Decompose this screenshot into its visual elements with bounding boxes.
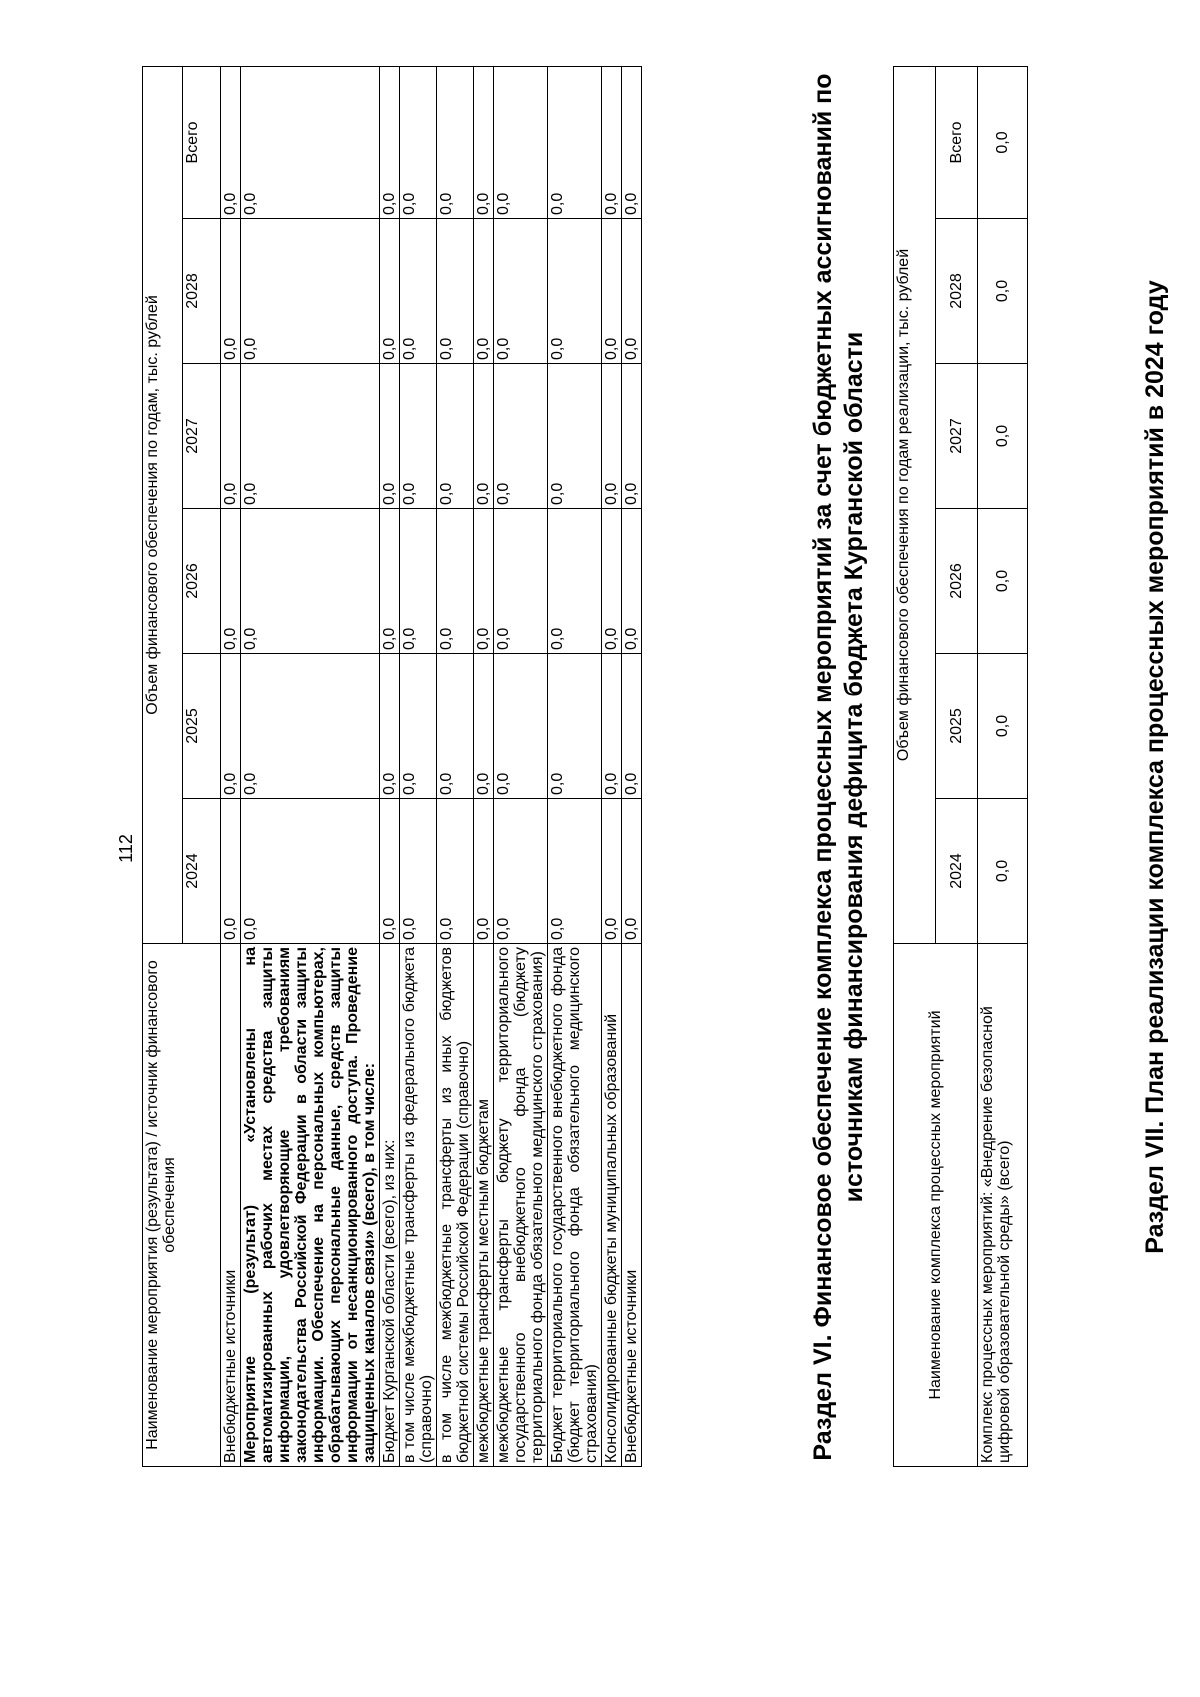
value-cell: 0,0 bbox=[380, 799, 400, 944]
section-7-heading: Раздел VII. План реализации комплекса процессных мероприятий в 2024 году bbox=[1141, 280, 1169, 1254]
section-6-line-2: источникам финансирования дефицита бюджета Курганской области bbox=[840, 331, 868, 1203]
value-cell: 0,0 bbox=[241, 654, 380, 799]
page-number: 112 bbox=[116, 834, 136, 863]
value-cell: 0,0 bbox=[400, 799, 437, 944]
name-column-header: Наименование комплекса процессных мероприятий bbox=[894, 944, 978, 1467]
value-cell: 0,0 bbox=[494, 799, 548, 944]
value-cell: 0,0 bbox=[978, 219, 1028, 364]
value-cell: 0,0 bbox=[602, 654, 622, 799]
value-cell: 0,0 bbox=[400, 654, 437, 799]
value-cell: 0,0 bbox=[241, 364, 380, 509]
value-cell: 0,0 bbox=[602, 364, 622, 509]
value-cell: 0,0 bbox=[978, 509, 1028, 654]
row-name: Бюджет территориального государственного внебюджетного фонда (бюджет территориального фонда обязательного медицинского страхования) bbox=[548, 944, 602, 1467]
value-cell: 0,0 bbox=[494, 364, 548, 509]
year-header: 2025 bbox=[183, 654, 221, 799]
year-header: 2027 bbox=[936, 364, 978, 509]
value-cell: 0,0 bbox=[548, 364, 602, 509]
table-row bbox=[474, 66, 494, 1466]
year-header: 2024 bbox=[183, 799, 221, 944]
value-cell: 0,0 bbox=[380, 654, 400, 799]
value-cell: 0,0 bbox=[221, 66, 241, 218]
value-cell: 0,0 bbox=[622, 509, 642, 654]
value-cell: 0,0 bbox=[978, 654, 1028, 799]
value-cell: 0,0 bbox=[548, 799, 602, 944]
value-cell: 0,0 bbox=[221, 799, 241, 944]
value-cell: 0,0 bbox=[494, 654, 548, 799]
value-cell: 0,0 bbox=[474, 364, 494, 509]
value-cell: 0,0 bbox=[221, 509, 241, 654]
row-name: Внебюджетные источники bbox=[221, 944, 241, 1467]
table-row bbox=[241, 66, 380, 1466]
value-cell: 0,0 bbox=[494, 509, 548, 654]
value-cell: 0,0 bbox=[978, 364, 1028, 509]
value-cell: 0,0 bbox=[548, 654, 602, 799]
row-name: Мероприятие (результат) «Установлены на автоматизированных рабочих местах средства защиты информации, удовлетворяющие требованиям законодательства Российской Федерации в области защиты информации. Обеспечение на персональных компьютерах, обрабатывающих персональные данные, средств защиты информации от несанкционированного доступа. Проведение защищенных каналов связи» (всего), в том числе: bbox=[241, 944, 380, 1467]
value-cell: 0,0 bbox=[380, 509, 400, 654]
value-cell: 0,0 bbox=[548, 66, 602, 218]
year-header: 2028 bbox=[936, 219, 978, 364]
value-cell: 0,0 bbox=[622, 799, 642, 944]
value-cell: 0,0 bbox=[437, 66, 474, 218]
value-cell: 0,0 bbox=[241, 66, 380, 218]
value-cell: 0,0 bbox=[474, 66, 494, 218]
table-row bbox=[978, 66, 1028, 1466]
table-row bbox=[380, 66, 400, 1466]
value-cell: 0,0 bbox=[380, 364, 400, 509]
name-column-header: Наименование мероприятия (результата) / источник финансового обеспечения bbox=[143, 944, 221, 1467]
year-header: 2025 bbox=[936, 654, 978, 799]
value-cell: 0,0 bbox=[548, 509, 602, 654]
value-cell: 0,0 bbox=[221, 219, 241, 364]
value-cell: 0,0 bbox=[221, 364, 241, 509]
value-cell: 0,0 bbox=[622, 66, 642, 218]
value-cell: 0,0 bbox=[380, 219, 400, 364]
year-header: 2028 bbox=[183, 219, 221, 364]
value-cell: 0,0 bbox=[474, 509, 494, 654]
value-cell: 0,0 bbox=[400, 509, 437, 654]
section-6-heading bbox=[808, 67, 870, 1467]
table-row bbox=[622, 66, 642, 1466]
value-cell: 0,0 bbox=[380, 66, 400, 218]
row-name: межбюджетные трансферты местным бюджетам bbox=[474, 944, 494, 1467]
row-name: Комплекс процессных мероприятий: «Внедрение безопасной цифровой образовательной среды» (всего) bbox=[978, 944, 1028, 1467]
row-name: Внебюджетные источники bbox=[622, 944, 642, 1467]
total-header: Всего bbox=[183, 66, 221, 218]
value-cell: 0,0 bbox=[400, 219, 437, 364]
value-cell: 0,0 bbox=[400, 66, 437, 218]
table-row bbox=[494, 66, 548, 1466]
value-cell: 0,0 bbox=[602, 219, 622, 364]
value-cell: 0,0 bbox=[474, 654, 494, 799]
year-header: 2026 bbox=[936, 509, 978, 654]
row-name: межбюджетные трансферты бюджету территориального государственного внебюджетного фонда (бюджету территориального фонда обязательного медицинского страхования) bbox=[494, 944, 548, 1467]
year-header: 2026 bbox=[183, 509, 221, 654]
value-cell: 0,0 bbox=[602, 509, 622, 654]
table-row bbox=[400, 66, 437, 1466]
value-cell: 0,0 bbox=[437, 799, 474, 944]
value-cell: 0,0 bbox=[241, 799, 380, 944]
value-cell: 0,0 bbox=[241, 219, 380, 364]
value-cell: 0,0 bbox=[241, 509, 380, 654]
table-row bbox=[602, 66, 622, 1466]
row-name: Бюджет Курганской области (всего), из них: bbox=[380, 944, 400, 1467]
value-cell: 0,0 bbox=[494, 219, 548, 364]
complex-financing-table bbox=[893, 66, 1028, 1467]
row-name: в том числе межбюджетные трансферты из иных бюджетов бюджетной системы Российской Федерации (справочно) bbox=[437, 944, 474, 1467]
value-cell: 0,0 bbox=[437, 219, 474, 364]
value-cell: 0,0 bbox=[602, 66, 622, 218]
table-row bbox=[221, 66, 241, 1466]
value-cell: 0,0 bbox=[494, 66, 548, 218]
value-cell: 0,0 bbox=[602, 799, 622, 944]
value-cell: 0,0 bbox=[978, 799, 1028, 944]
value-cell: 0,0 bbox=[622, 219, 642, 364]
value-cell: 0,0 bbox=[221, 654, 241, 799]
value-cell: 0,0 bbox=[548, 219, 602, 364]
table-row bbox=[437, 66, 474, 1466]
value-cell: 0,0 bbox=[978, 66, 1028, 218]
financing-table bbox=[142, 66, 642, 1467]
section-6-line-1: Раздел VI. Финансовое обеспечение комплекса процессных мероприятий за счет бюджетных ассигнований по bbox=[809, 73, 837, 1461]
row-name: Консолидированные бюджеты муниципальных образований bbox=[602, 944, 622, 1467]
value-cell: 0,0 bbox=[437, 509, 474, 654]
value-cell: 0,0 bbox=[622, 364, 642, 509]
volume-group-header: Объем финансового обеспечения по годам реализации, тыс. рублей bbox=[894, 66, 936, 943]
value-cell: 0,0 bbox=[400, 364, 437, 509]
value-cell: 0,0 bbox=[474, 219, 494, 364]
row-name: в том числе межбюджетные трансферты из федерального бюджета (справочно) bbox=[400, 944, 437, 1467]
year-header: 2027 bbox=[183, 364, 221, 509]
value-cell: 0,0 bbox=[474, 799, 494, 944]
table-row bbox=[548, 66, 602, 1466]
value-cell: 0,0 bbox=[437, 654, 474, 799]
year-header: 2024 bbox=[936, 799, 978, 944]
value-cell: 0,0 bbox=[437, 364, 474, 509]
total-header: Всего bbox=[936, 66, 978, 218]
volume-group-header: Объем финансового обеспечения по годам, тыс. рублей bbox=[143, 66, 183, 943]
value-cell: 0,0 bbox=[622, 654, 642, 799]
